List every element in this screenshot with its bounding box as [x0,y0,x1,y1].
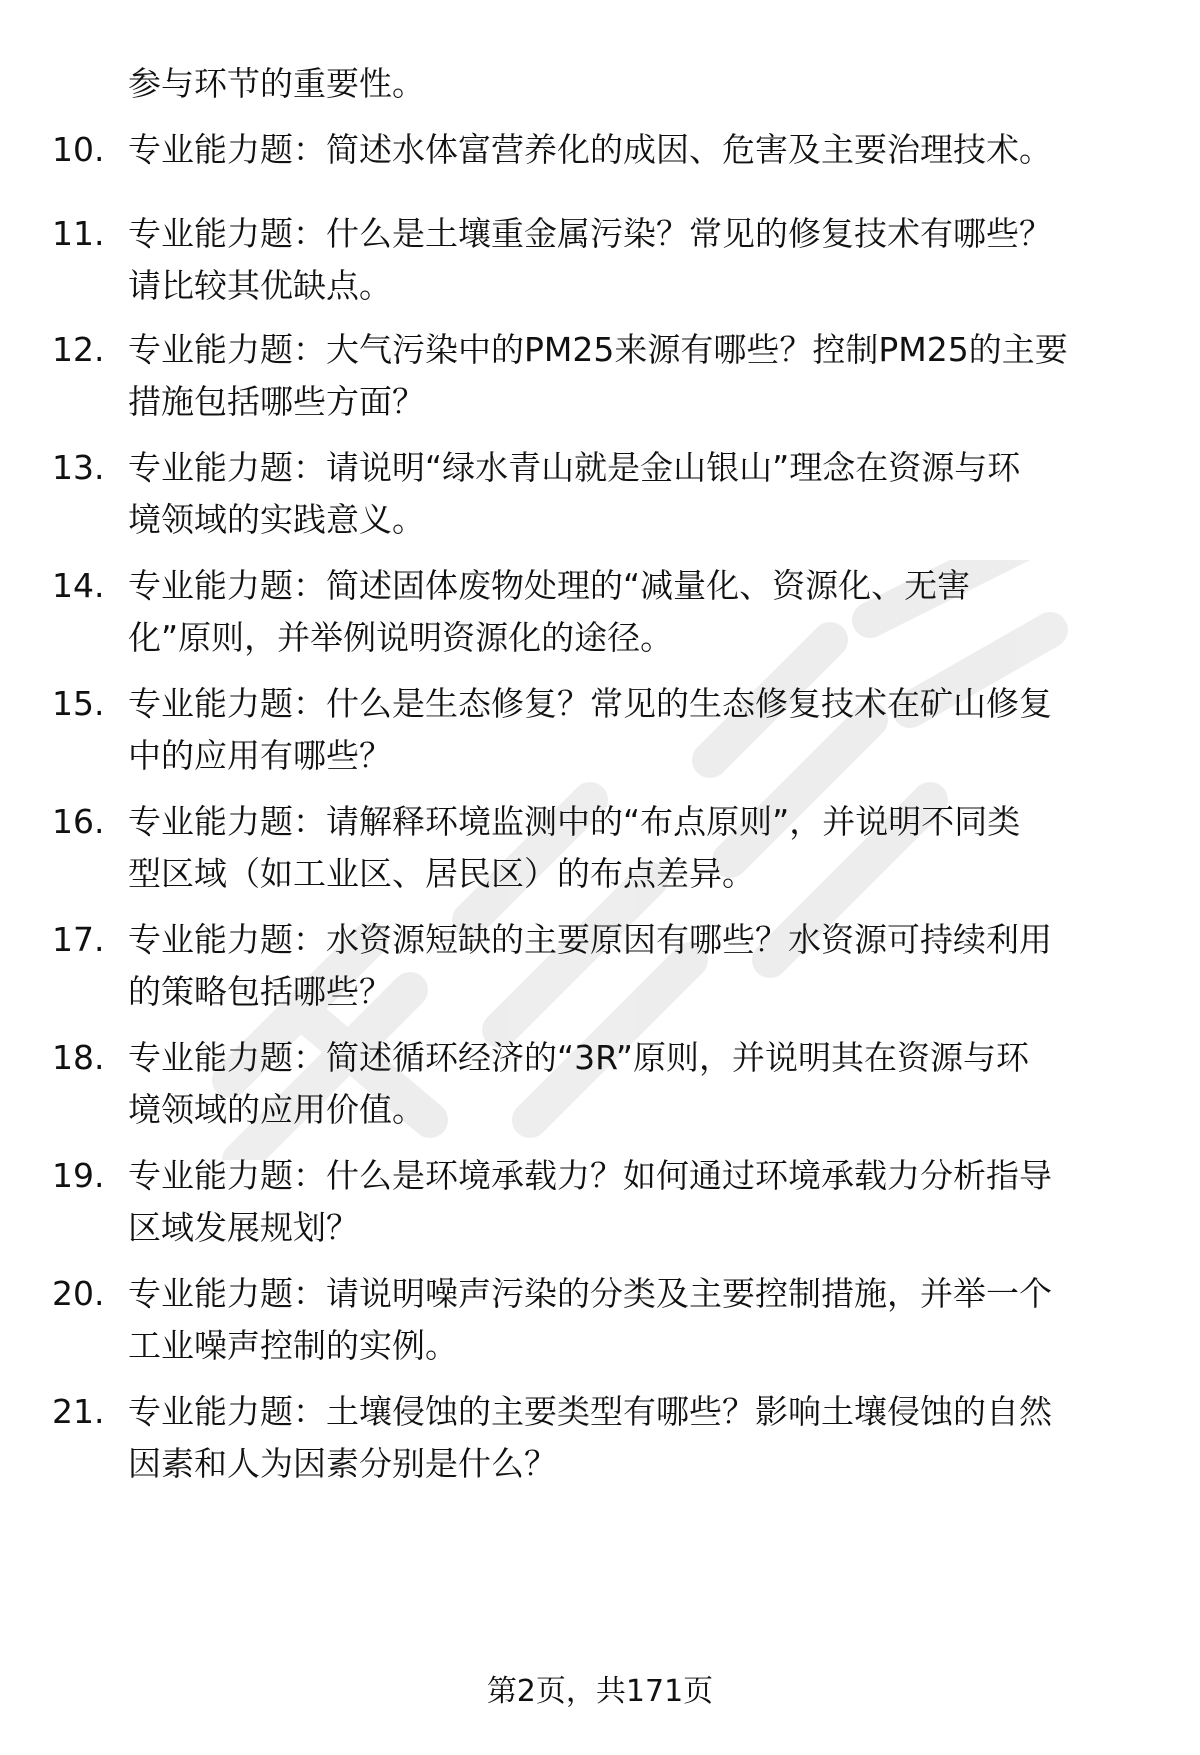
item-text-line: 的策略包括哪些？ [128,972,392,1011]
item-number: 12. [52,330,105,369]
item-number: 14. [52,566,105,605]
item-text-line: 专业能力题：什么是土壤重金属污染？常见的修复技术有哪些？ [128,214,1052,253]
continuation-text: 参与环节的重要性。 [128,64,425,103]
item-text-line: 境领域的实践意义。 [128,500,425,539]
item-text-line: 措施包括哪些方面？ [128,382,425,421]
item-number: 19. [52,1156,105,1195]
item-text [128,324,1168,428]
item-text [128,560,1168,664]
item-text-line: 专业能力题：什么是生态修复？常见的生态修复技术在矿山修复 [128,684,1052,723]
item-text [128,1268,1168,1372]
item-number: 10. [52,130,105,169]
item-text [128,1032,1168,1136]
item-number: 21. [52,1392,105,1431]
item-number: 15. [52,684,105,723]
item-text [128,1386,1168,1490]
item-text-line: 化”原则，并举例说明资源化的途径。 [128,618,674,657]
item-text-line: 区域发展规划？ [128,1208,359,1247]
item-number: 13. [52,448,105,487]
item-number: 11. [52,214,105,253]
item-text-line: 专业能力题：大气污染中的PM25来源有哪些？控制PM25的主要 [128,330,1068,369]
item-text [128,208,1168,312]
item-number: 20. [52,1274,105,1313]
item-text [128,796,1168,900]
item-text-line: 专业能力题：简述水体富营养化的成因、危害及主要治理技术。 [128,130,1052,169]
item-text-line: 境领域的应用价值。 [128,1090,425,1129]
item-text [128,1150,1168,1254]
item-text-line: 专业能力题：简述循环经济的“3R”原则，并说明其在资源与环 [128,1038,1030,1077]
item-text-line: 请比较其优缺点。 [128,266,392,305]
item-text [128,914,1168,1018]
item-text-line: 专业能力题：水资源短缺的主要原因有哪些？水资源可持续利用 [128,920,1052,959]
item-text-line: 专业能力题：请说明“绿水青山就是金山银山”理念在资源与环 [128,448,1021,487]
item-text-line: 专业能力题：什么是环境承载力？如何通过环境承载力分析指导 [128,1156,1052,1195]
item-text-line: 专业能力题：土壤侵蚀的主要类型有哪些？影响土壤侵蚀的自然 [128,1392,1052,1431]
page-footer: 第2页，共171页 [486,1674,714,1709]
item-number: 18. [52,1038,105,1077]
item-number: 16. [52,802,105,841]
item-text [128,678,1168,782]
item-text-line: 中的应用有哪些？ [128,736,392,775]
item-text [128,124,1168,176]
item-text-line: 因素和人为因素分别是什么？ [128,1444,557,1483]
item-text-line: 型区域（如工业区、居民区）的布点差异。 [128,854,755,893]
item-text-line: 工业噪声控制的实例。 [128,1326,458,1365]
item-text-line: 专业能力题：请解释环境监测中的“布点原则”，并说明不同类 [128,802,1021,841]
item-number: 17. [52,920,105,959]
item-text-line: 专业能力题：请说明噪声污染的分类及主要控制措施，并举一个 [128,1274,1052,1313]
item-text-line: 专业能力题：简述固体废物处理的“减量化、资源化、无害 [128,566,971,605]
item-text [128,442,1168,546]
